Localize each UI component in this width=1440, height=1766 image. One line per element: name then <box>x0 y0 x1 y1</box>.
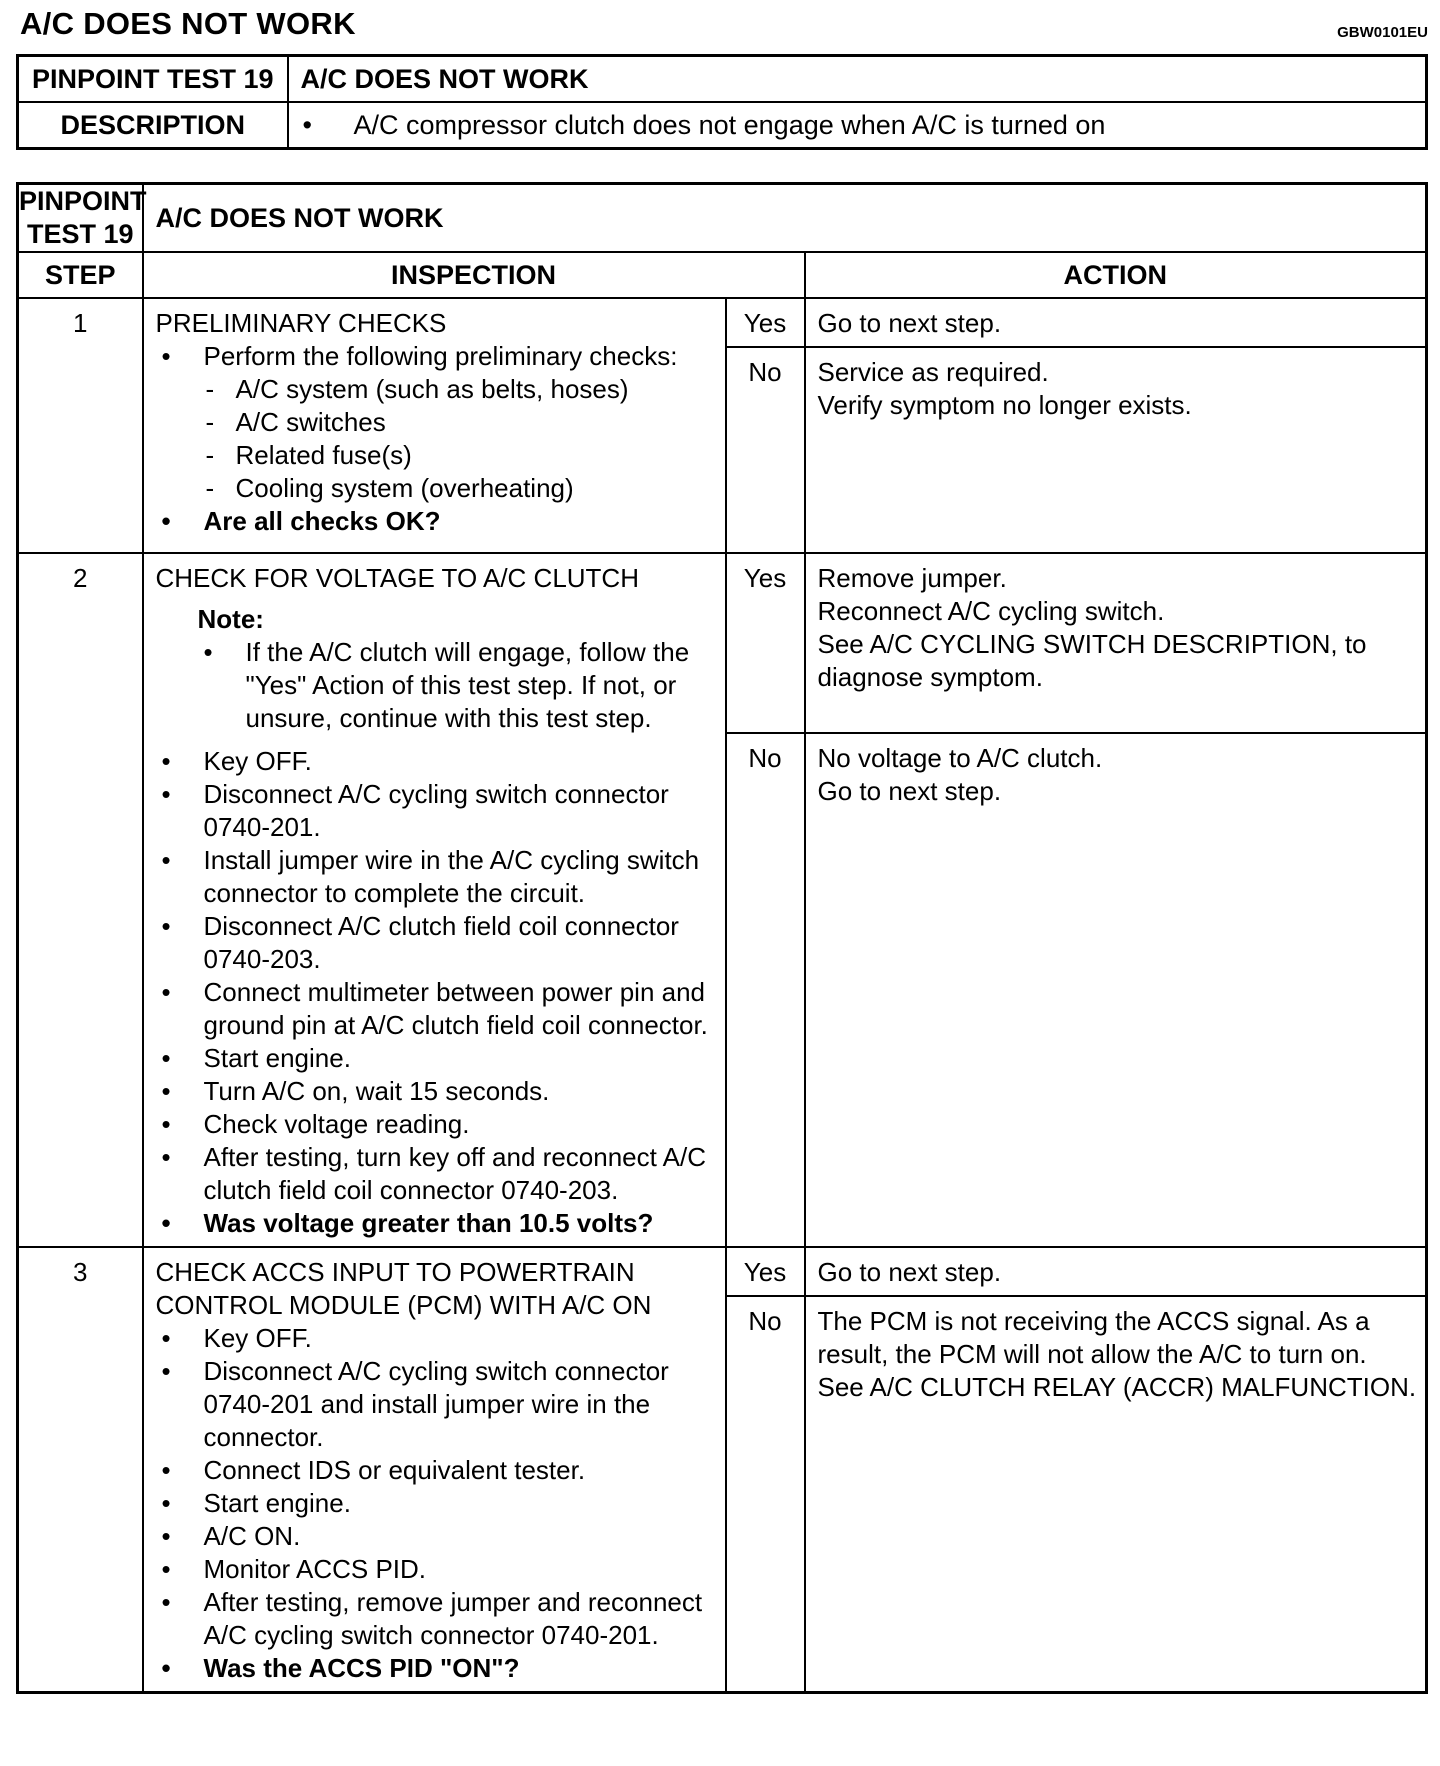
test-header-row <box>18 184 1427 253</box>
summary-table <box>16 54 1428 150</box>
no-label: No <box>726 733 805 1247</box>
column-step: STEP <box>18 252 143 298</box>
pinpoint-test-table <box>16 182 1428 1694</box>
no-action: Service as required. Verify symptom no longer exists. <box>805 347 1427 553</box>
yes-action: Remove jumper. Reconnect A/C cycling switch. See A/C CYCLING SWITCH DESCRIPTION, to diagnose symptom. <box>805 553 1427 733</box>
note <box>198 603 717 735</box>
note-title: Note: <box>197 604 264 634</box>
sub-item: - Cooling system (overheating) <box>204 472 717 505</box>
list-item: • Disconnect A/C cycling switch connector 0740-201. <box>156 778 717 844</box>
no-label: No <box>726 1296 805 1693</box>
list-item: • Turn A/C on, wait 15 seconds. <box>156 1075 717 1108</box>
list-item: • Start engine. <box>156 1042 717 1075</box>
yes-label: Yes <box>726 553 805 733</box>
document-id: GBW0101EU <box>1337 24 1428 41</box>
no-action: The PCM is not receiving the ACCS signal. As a result, the PCM will not allow the A/C to turn on. See A/C CLUTCH RELAY (ACCR) MALFUNCTION. <box>805 1296 1427 1693</box>
list-item: • Perform the following preliminary checks: - A/C system (such as belts, hoses) - A/C switches - Related fuse(s) - Cooling system (overheating) <box>156 340 717 505</box>
list-item: • A/C ON. <box>156 1520 717 1553</box>
column-action: ACTION <box>805 252 1427 298</box>
list-item: • Disconnect A/C clutch field coil connector 0740-203. <box>156 910 717 976</box>
list-item: • Install jumper wire in the A/C cycling switch connector to complete the circuit. <box>156 844 717 910</box>
no-action: No voltage to A/C clutch. Go to next step. <box>805 733 1427 1247</box>
step-2-yes-row <box>18 553 1427 733</box>
list-item: • Check voltage reading. <box>156 1108 717 1141</box>
step-number: 1 <box>18 298 143 553</box>
step-title: CHECK ACCS INPUT TO POWERTRAIN CONTROL MODULE (PCM) WITH A/C ON <box>155 1257 652 1320</box>
list-item: • Start engine. <box>156 1487 717 1520</box>
summary-row-description <box>18 102 1427 149</box>
no-label: No <box>726 347 805 553</box>
list-item: • After testing, remove jumper and reconnect A/C cycling switch connector 0740-201. <box>156 1586 717 1652</box>
description-cell <box>288 102 1427 149</box>
step-question: • Was voltage greater than 10.5 volts? <box>156 1207 717 1240</box>
list-item: • Disconnect A/C cycling switch connector 0740-201 and install jumper wire in the connector. <box>156 1355 717 1454</box>
yes-action: Go to next step. <box>805 298 1427 347</box>
step-1-inspection <box>143 298 726 553</box>
column-inspection: INSPECTION <box>143 252 805 298</box>
note-text: • If the A/C clutch will engage, follow the "Yes" Action of this test step. If not, or unsure, continue with this test step. <box>198 636 717 735</box>
summary-row-test <box>18 56 1427 103</box>
step-3-inspection <box>143 1247 726 1693</box>
step-question: • Was the ACCS PID "ON"? <box>156 1652 717 1685</box>
step-number: 2 <box>18 553 143 1247</box>
description-bullet: • <box>302 109 312 140</box>
yes-label: Yes <box>726 1247 805 1296</box>
step-2-inspection <box>143 553 726 1247</box>
yes-action: Go to next step. <box>805 1247 1427 1296</box>
page-title: A/C DOES NOT WORK <box>20 6 356 41</box>
step-question: • Are all checks OK? <box>156 505 717 538</box>
list-item: • After testing, turn key off and reconnect A/C clutch field coil connector 0740-203. <box>156 1141 717 1207</box>
test-title: A/C DOES NOT WORK <box>143 184 1427 253</box>
list-item: • Monitor ACCS PID. <box>156 1553 717 1586</box>
description-label: DESCRIPTION <box>18 102 288 149</box>
sub-item: - A/C switches <box>204 406 717 439</box>
list-item: • Key OFF. <box>156 1322 717 1355</box>
list-item: • Key OFF. <box>156 745 717 778</box>
yes-label: Yes <box>726 298 805 347</box>
summary-test-title: A/C DOES NOT WORK <box>288 56 1427 103</box>
step-number: 3 <box>18 1247 143 1693</box>
step-title: CHECK FOR VOLTAGE TO A/C CLUTCH <box>155 563 639 593</box>
column-header-row <box>18 252 1427 298</box>
description-text: A/C compressor clutch does not engage when A/C is turned on <box>353 109 1106 140</box>
test-label: PINPOINT TEST 19 <box>18 184 143 253</box>
step-1-yes-row <box>18 298 1427 347</box>
sub-item: - A/C system (such as belts, hoses) <box>204 373 717 406</box>
summary-test-label: PINPOINT TEST 19 <box>18 56 288 103</box>
sub-item: - Related fuse(s) <box>204 439 717 472</box>
list-item: • Connect multimeter between power pin and ground pin at A/C clutch field coil connector. <box>156 976 717 1042</box>
step-3-yes-row <box>18 1247 1427 1296</box>
step-title: PRELIMINARY CHECKS <box>155 308 447 338</box>
list-item: • Connect IDS or equivalent tester. <box>156 1454 717 1487</box>
